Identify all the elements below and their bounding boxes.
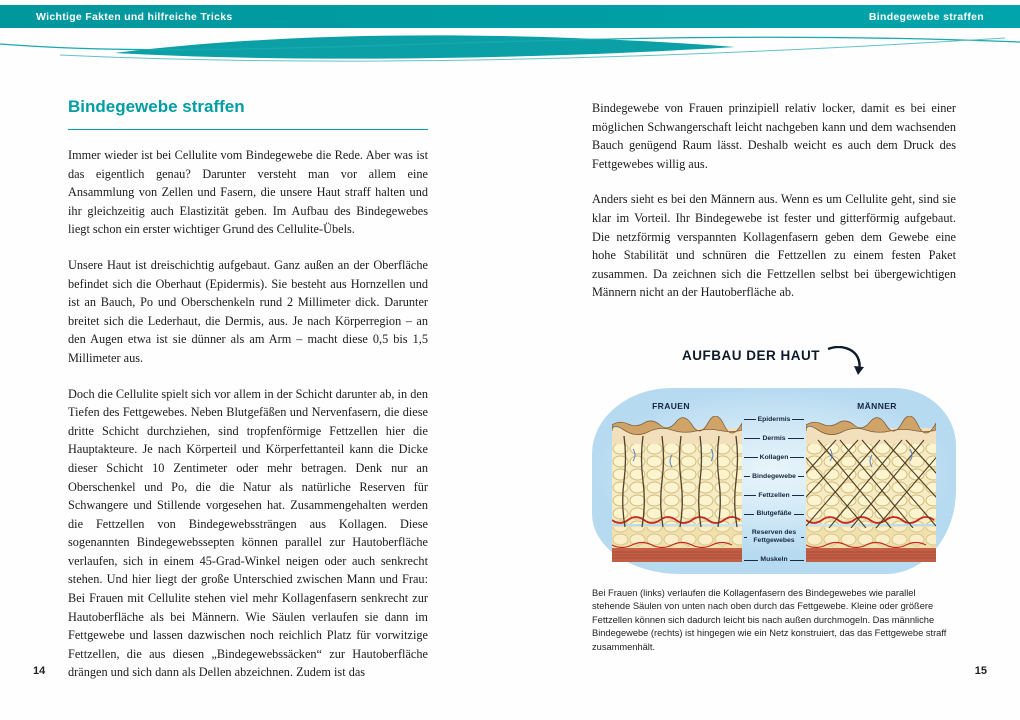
leader-line	[801, 537, 804, 538]
leader-line	[744, 514, 754, 515]
layer-label-dermis: Dermis	[742, 435, 806, 443]
leader-line	[792, 495, 804, 496]
layer-label-column	[742, 416, 806, 564]
body-paragraph: Bindegewebe von Frauen prinzipiell relativ locker, damit es bei einer möglichen Schwangerschaft leicht nachgeben kann und dem wachsenden Bauch genügend Raum lässt. Deshalb weicht es auch dem Druck des Fettgewebes willig aus.	[592, 101, 956, 171]
body-paragraph: Doch die Cellulite spielt sich vor allem in der Schicht darunter ab, in den Tiefen des Fettgewebes. Neben Blutgefäßen und Nervenfasern, die diese dritte Schicht durchziehen, sind tropfenförmige Fettzellen hier die Hauptakteure. Je nach Körperteil und Körperfettanteil kann die Dicke dieser Schicht 10 Zentimeter oder mehr betragen. Denk nur an Oberschenkel und Po, die die Natur als natürliche Reserven für Schwangere und Stillende vorgesehen hat. Zusammengehalten werden die Fettzellen von Bindegewebssträngen aus Kollagen. Diese sogenannten Bindegewebssepten können parallel zur Hautoberfläche verlaufen, sich in einem 45-Grad-Winkel neigen oder auch senkrecht stehen. Und hier liegt der große Unterschied zwischen Mann und Frau: Bei Frauen mit Cellulite stehen viel mehr Kollagenfasern senkrecht zur Hautoberfläche als bei Männern. Wie Säulen verlaufen sie dann im Fettgewebe und lassen dazwischen noch reichlich Platz für vorwitzige Fettzellen, die aus diesen „Bindegewebssäcken“ zur Hautoberfläche drängen und sich dann als Dellen abzeichnen. Zudem ist das	[68, 386, 428, 680]
body-paragraph: Unsere Haut ist dreischichtig aufgebaut. Ganz außen an der Oberfläche befindet sich die Oberhaut (Epidermis). Sie besteht aus Hornzellen und ist an Bauch, Po und Oberschenkeln rund 2 Millimeter dick. Darunter breitet sich die Lederhaut, die Dermis, aus. Je nach Körperregion – an den Augen etwa ist sie dünner als am Arm – macht diese 0,5 bis 1,5 Millimeter aus.	[68, 257, 428, 365]
leader-line	[744, 419, 756, 420]
leader-line	[790, 457, 804, 458]
group-label-frauen: FRAUEN	[652, 400, 690, 411]
header-right-title: Bindegewebe straffen	[868, 10, 984, 23]
leader-line	[788, 438, 804, 439]
leader-line	[744, 476, 750, 477]
skin-diagram-panel	[592, 388, 956, 574]
page-number-right: 15	[974, 665, 987, 677]
right-page	[592, 99, 956, 654]
body-paragraph: Anders sieht es bei den Männern aus. Wenn es um Cellulite geht, sind sie klar im Vorteil. Ihr Bindegewebe ist fester und gitterförmig aufgebaut. Die netzförmig verspannten Kollagenfasern geben dem Gewebe eine hohe Stabilität und schnüren die Fettzellen zu einem festen Paket zusammen. Da zeichnen sich die Fettzellen selbst bei übergewichtigen Männern nicht an der Hautoberfläche ab.	[592, 192, 956, 300]
layer-label-fettzellen: Fettzellen	[742, 492, 806, 500]
leader-line	[744, 560, 758, 561]
leader-line	[744, 438, 760, 439]
leader-line	[794, 514, 804, 515]
leader-line	[744, 457, 758, 458]
leader-line	[792, 419, 804, 420]
leader-line	[744, 537, 747, 538]
page-number-left: 14	[33, 665, 46, 677]
curved-arrow-icon	[826, 346, 866, 376]
layer-label-reserven: Reserven des Fettgewebes	[742, 529, 806, 545]
group-label-maenner: MÄNNER	[857, 400, 897, 411]
leader-line	[744, 495, 756, 496]
wave-swoosh-graphic	[0, 28, 1020, 70]
page-header-bar	[0, 5, 1020, 28]
section-heading: Bindegewebe straffen	[68, 97, 428, 130]
leader-line	[798, 476, 804, 477]
layer-label-bindegewebe: Bindegewebe	[742, 473, 806, 481]
diagram-title: AUFBAU DER HAUT	[682, 347, 820, 363]
layer-label-blutgefaesse: Blutgefäße	[742, 510, 806, 518]
layer-label-kollagen: Kollagen	[742, 454, 806, 462]
wave-swoosh-icon	[0, 28, 1020, 70]
leader-line	[790, 560, 804, 561]
body-paragraph: Immer wieder ist bei Cellulite vom Bindegewebe die Rede. Aber was ist das eigentlich genau? Darunter versteht man vor allem eine Ansammlung von Zellen und Fasern, die unsere Haut straff halten und ihr gleichzeitig auch Elastizität geben. Im Aufbau des Bindegewebes liegt schon ein erster wichtiger Grund des Cellulite-Übels.	[68, 148, 428, 237]
layer-label-epidermis: Epidermis	[742, 416, 806, 424]
layer-label-muskeln: Muskeln	[742, 556, 806, 564]
diagram-title-row	[592, 346, 956, 376]
skin-cross-section-maenner	[806, 416, 936, 562]
diagram-caption: Bei Frauen (links) verlaufen die Kollagenfasern des Bindegewebes wie parallel stehende Säulen von unten nach oben durch das Fettgewebe. Kleine oder größere Fettzellen können sich dadurch leicht bis nach außen durchmogeln. Das männliche Bindegewebe (rechts) ist hingegen wie ein Netz konstruiert, das das Fettgewebe straff zusammenhält.	[592, 587, 947, 652]
skin-cross-section-frauen	[612, 416, 742, 562]
header-left-title: Wichtige Fakten und hilfreiche Tricks	[36, 10, 233, 23]
left-page	[68, 97, 428, 682]
